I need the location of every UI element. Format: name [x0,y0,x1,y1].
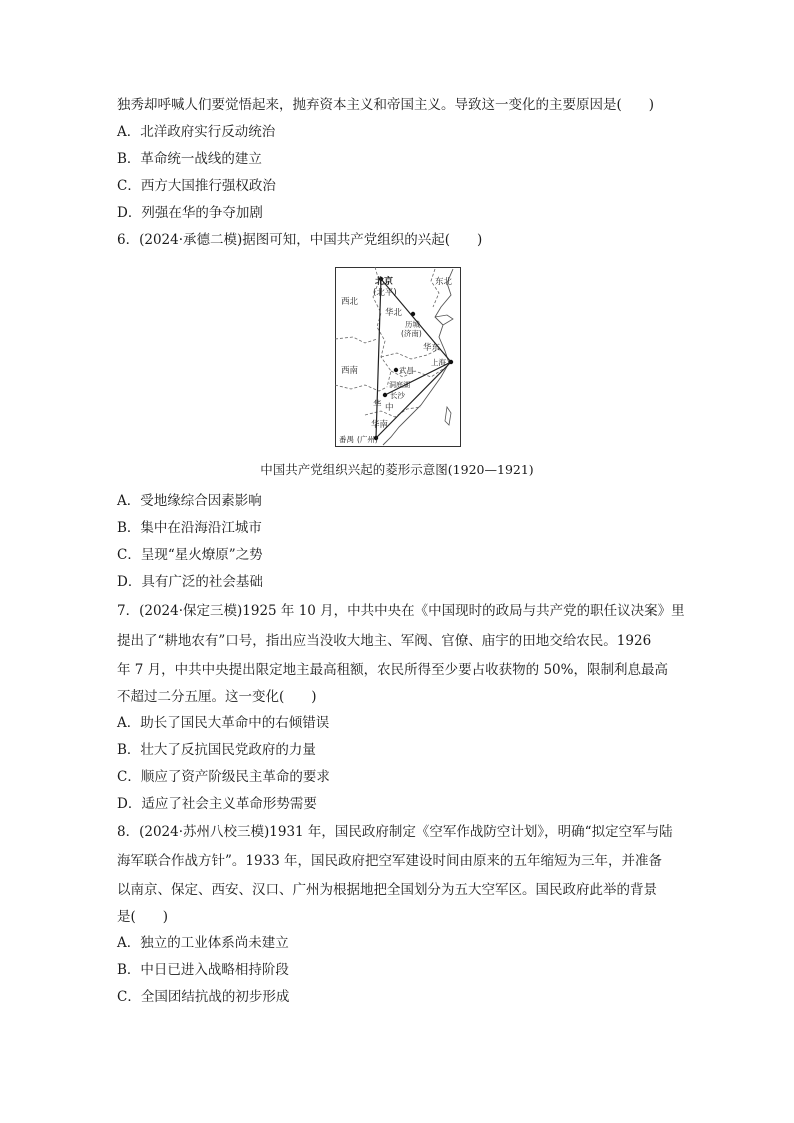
q6-option-c: C．呈现“星火燎原”之势 [117,547,263,563]
figure-caption: 中国共产党组织兴起的菱形示意图(1920—1921) [260,462,534,477]
map-frame [336,268,461,447]
label-beijing: 北京 [375,277,394,287]
q7-option-d: D．适应了社会主义革命形势需要 [117,796,317,812]
q6-option-a: A．受地缘综合因素影响 [117,493,262,509]
china-map [335,267,461,447]
q8-option-b: B．中日已进入战略相持阶段 [117,962,289,978]
label-huabei: 华北 [385,308,403,318]
q5-option-c: C．西方大国推行强权政治 [117,178,276,194]
q8-option-a: A．独立的工业体系尚未建立 [117,935,289,951]
label-huanan: 华南 [371,420,389,430]
q5-option-b: B．革命统一战线的建立 [117,151,262,167]
q8-stem-line-4: 是( ) [117,909,169,925]
label-dongbei: 东北 [435,277,453,287]
label-panyu: 番禺 [339,435,354,444]
q5-option-a: A．北洋政府实行反动统治 [117,124,276,140]
q8-stem-line-2: 海军联合作战方针”。1933 年，国民政府把空军建设时间由原来的五年缩短为三年，并准备 [117,853,663,869]
rhombus-map-figure [335,267,461,447]
label-guangzhou: (广州) [357,435,378,444]
label-huadong: 华东 [423,343,441,353]
q8-stem-line-1: 8．(2024·苏州八校三模)1931 年，国民政府制定《空军作战防空计划》，明确“拟定空军与陆 [117,824,673,840]
label-dongting: 洞庭湖 [389,381,410,389]
label-xibei: 西北 [341,297,359,307]
q7-option-b: B．壮大了反抗国民党政府的力量 [117,742,316,758]
label-changsha: 长沙 [390,391,405,400]
label-hua: 华 [373,400,382,410]
label-zhong: 中 [385,403,394,413]
q7-stem-line-2: 提出了“耕地农有”口号，指出应当没收大地主、军阀、官僚、庙宇的田地交给农民。1926 [117,633,652,649]
q7-option-a: A．助长了国民大革命中的右倾错误 [117,715,330,731]
label-xinan: 西南 [341,366,359,376]
jinan-dot [411,312,415,316]
q5-stem-tail: 独秀却呼喊人们要觉悟起来，抛弃资本主义和帝国主义。导致这一变化的主要原因是( ) [117,97,655,113]
wuchang-dot [394,368,398,372]
label-wuchang: 武昌 [399,366,414,375]
label-jinan: (济南) [401,329,422,338]
q7-stem-line-3: 年 7 月，中共中央提出限定地主最高租额，农民所得至少要占收获物的 50%，限制利息最高 [117,662,668,678]
q7-option-c: C．顺应了资产阶级民主革命的要求 [117,769,330,785]
q8-stem-line-3: 以南京、保定、西安、汉口、广州为根据地把全国划分为五大空军区。国民政府此举的背景 [117,882,657,898]
q6-option-d: D．具有广泛的社会基础 [117,574,263,590]
q7-stem-line-4: 不超过二分五厘。这一变化( ) [117,689,317,705]
q5-option-d: D．列强在华的争夺加剧 [117,205,263,221]
q6-option-b: B．集中在沿海沿江城市 [117,520,262,536]
label-beiping: (北平) [373,288,397,298]
shanghai-dot [449,360,453,364]
label-shanghai: 上海 [431,358,446,367]
q8-option-c: C．全国团结抗战的初步形成 [117,989,290,1005]
label-licheng: 历城 [405,320,420,329]
q7-stem-line-1: 7．(2024·保定三模)1925 年 10 月，中共中央在《中国现时的政局与共产党的职任议决案》里 [117,603,685,619]
q6-stem: 6．(2024·承德二模)据图可知，中国共产党组织的兴起( ) [117,232,483,248]
changsha-dot [383,393,387,397]
